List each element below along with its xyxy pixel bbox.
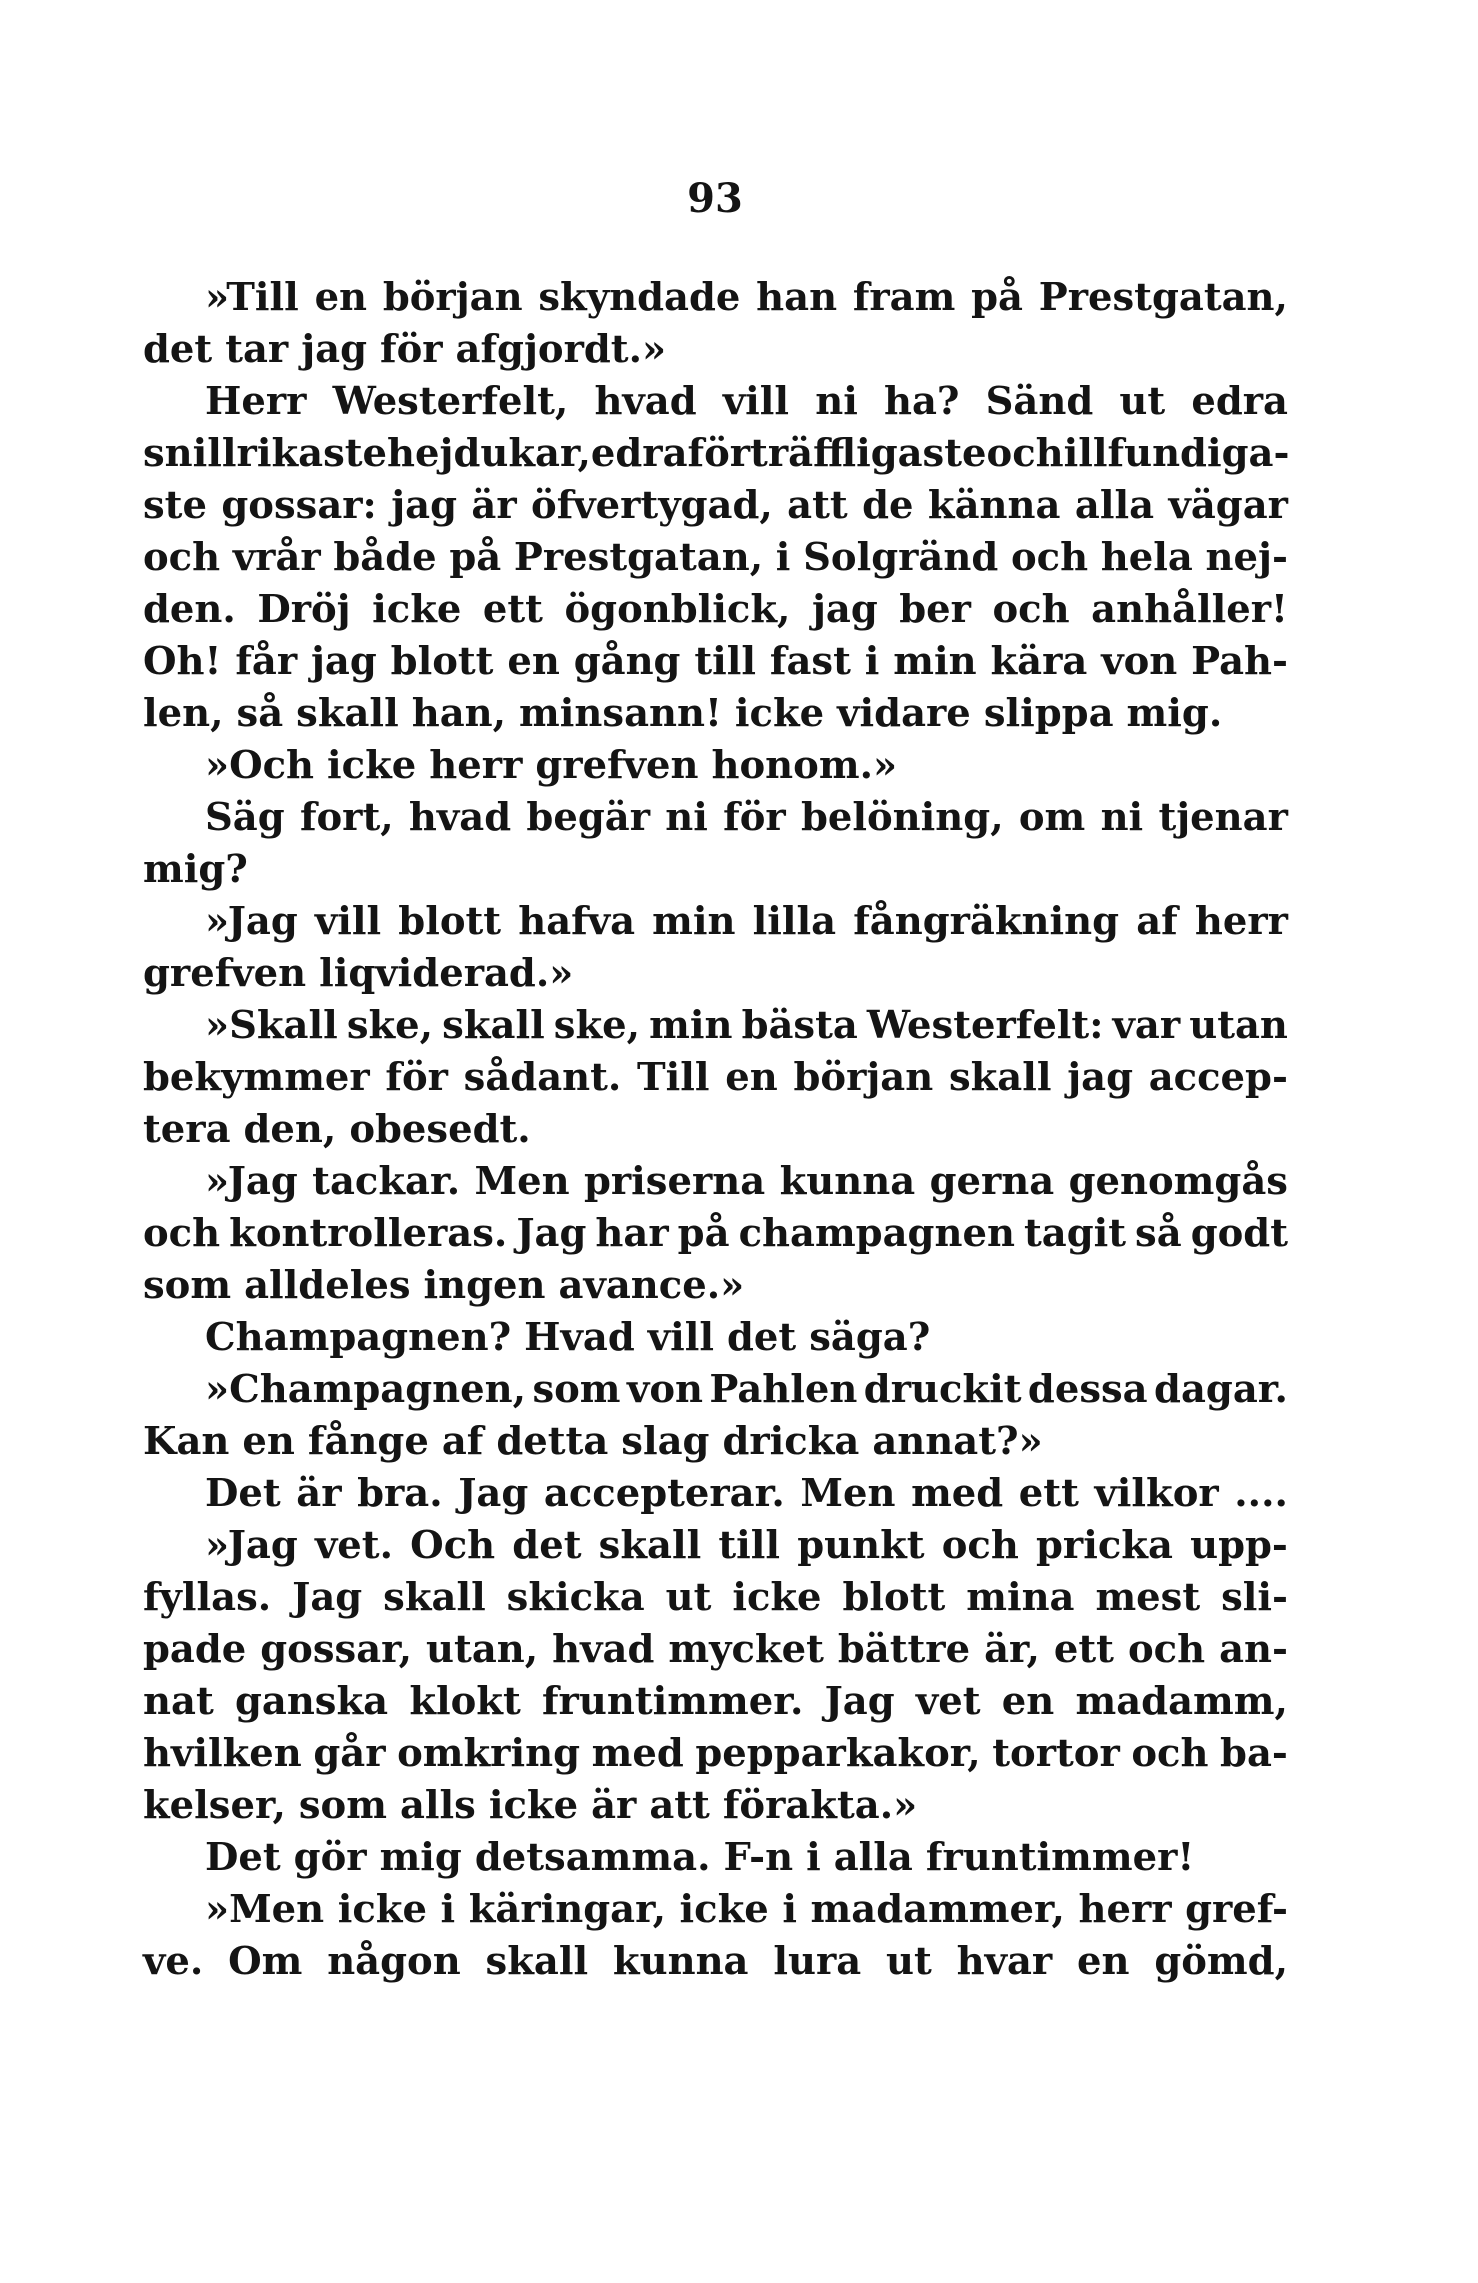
text-line: »Till en början skyndade han fram på Prestgatan, — [205, 275, 1288, 320]
text-line: Det gör mig detsamma. F-n i alla fruntimmer! — [205, 1835, 1195, 1880]
text-line: nat ganska klokt fruntimmer. Jag vet en madamm, — [143, 1679, 1288, 1724]
text-line: grefven liqviderad.» — [143, 951, 574, 996]
text-line: ve. Om någon skall kunna lura ut hvar en gömd, — [143, 1939, 1288, 1984]
text-line: Det är bra. Jag accepterar. Men med ett vilkor .... — [205, 1471, 1288, 1516]
body-text — [143, 272, 1288, 1988]
text-line: Oh! får jag blott en gång till fast i min kära von Pah- — [143, 639, 1288, 684]
text-line: »Jag vill blott hafva min lilla fångräkning af herr — [205, 899, 1288, 944]
text-line: mig? — [143, 847, 248, 892]
text-line: »Jag vet. Och det skall till punkt och pricka upp- — [205, 1523, 1288, 1568]
text-line: »Jag tackar. Men priserna kunna gerna genomgås — [205, 1159, 1288, 1204]
text-line: den. Dröj icke ett ögonblick, jag ber och anhåller! — [143, 587, 1288, 632]
text-line: Champagnen? Hvad vill det säga? — [205, 1315, 931, 1360]
text-line: Säg fort, hvad begär ni för belöning, om ni tjenar — [205, 795, 1288, 840]
text-line: »Men icke i käringar, icke i madammer, herr gref- — [205, 1887, 1288, 1932]
text-line: kelser, som alls icke är att förakta.» — [143, 1783, 918, 1828]
text-line: bekymmer för sådant. Till en början skall jag accep- — [143, 1055, 1288, 1100]
text-line: »Champagnen, som von Pahlen druckit dessa dagar. — [205, 1367, 1288, 1412]
text-line: och kontrolleras. Jag har på champagnen tagit så godt — [143, 1211, 1288, 1256]
text-line: »Och icke herr grefven honom.» — [205, 743, 898, 788]
text-line: hvilken går omkring med pepparkakor, tortor och ba- — [143, 1731, 1288, 1776]
text-line: fyllas. Jag skall skicka ut icke blott mina mest sli- — [143, 1575, 1288, 1620]
text-line: Kan en fånge af detta slag dricka annat?» — [143, 1419, 1043, 1464]
text-line: pade gossar, utan, hvad mycket bättre är, ett och an- — [143, 1627, 1288, 1672]
text-line: »Skall ske, skall ske, min bästa Westerfelt: var utan — [205, 1003, 1288, 1048]
text-line: snillrikaste hejdukar, edra förträffligaste och illfundiga- — [143, 431, 1290, 476]
page-number: 93 — [687, 175, 743, 222]
text-line: det tar jag för afgjordt.» — [143, 327, 667, 372]
text-line: tera den, obesedt. — [143, 1107, 531, 1152]
text-line: Herr Westerfelt, hvad vill ni ha? Sänd ut edra — [205, 379, 1288, 424]
text-line: som alldeles ingen avance.» — [143, 1263, 745, 1308]
text-line: ste gossar: jag är öfvertygad, att de känna alla vägar — [143, 483, 1288, 528]
text-line: och vrår både på Prestgatan, i Solgränd och hela nej- — [143, 535, 1288, 580]
text-line: len, så skall han, minsann! icke vidare slippa mig. — [143, 691, 1223, 736]
